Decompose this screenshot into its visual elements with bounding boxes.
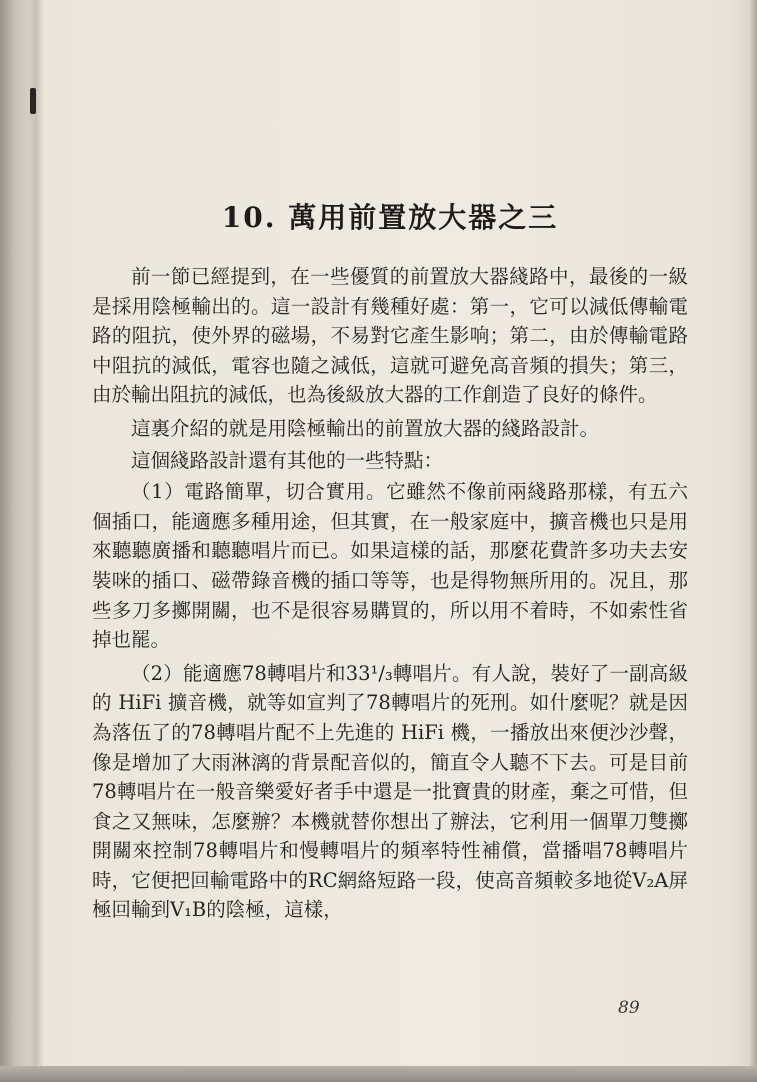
paragraph-feature-1: （1）電路簡單，切合實用。它雖然不像前兩綫路那樣，有五六個插口，能適應多種用途，但其實，在一般家庭中，擴音機也只是用來聽聽廣播和聽聽唱片而已。如果這樣的話，那麼花費許多功夫去安裝咪的插口、磁帶錄音機的插口等等，也是得物無所用的。况且，那些多刀多擲開關，也不是很容易購買的，所以用不着時，不如索性省掉也罷。: [92, 480, 688, 652]
page-edge-shadow: [749, 0, 757, 1082]
scan-bottom-border: [0, 1066, 757, 1082]
paragraph-feature-2: （2）能適應78轉唱片和33¹/₃轉唱片。有人說，裝好了一副高級的 HiFi 擴音機，就等如宣判了78轉唱片的死刑。如什麼呢？就是因為落伍了的78轉唱片配不上先進的 HiFi 機，一播放出來便沙沙聲，像是增加了大雨淋漓的背景配音似的，簡直令人聽不下去。可是目前78轉唱片在一般音樂愛好者手中還是一批寶貴的財產，棄之可惜，但食之又無味，怎麼辦？本機就替你想出了辦法，它利用一個單刀雙擲開關來控制78轉唱片和慢轉唱片的頻率特性補償，當播唱78轉唱片時，它便把回輸電路中的RC網絡短路一段，使高音頻較多地從V₂A屏極回輸到V₁B的陰極，這樣，: [92, 661, 688, 922]
book-spine-shadow: [0, 0, 44, 1082]
binding-mark: [30, 88, 36, 114]
paragraph-design: 這裏介紹的就是用陰極輸出的前置放大器的綫路設計。: [131, 416, 600, 440]
page-number: 89: [618, 998, 640, 1018]
paragraph-features: 這個綫路設計還有其他的一些特點：: [131, 448, 444, 472]
paragraph-intro: 前一節已經提到，在一些優質的前置放大器綫路中，最後的一級是採用陰極輸出的。這一設計有幾種好處：第一，它可以減低傳輸電路的阻抗，使外界的磁場，不易對它產生影响；第二，由於傳輸電路中阻抗的減低，電容也隨之減低，這就可避免高音頻的損失；第三，由於輸出阻抗的減低，也為後級放大器的工作創造了良好的條件。: [92, 265, 688, 407]
body-text: [92, 262, 688, 929]
section-title: 10. 萬用前置放大器之三: [221, 201, 559, 234]
